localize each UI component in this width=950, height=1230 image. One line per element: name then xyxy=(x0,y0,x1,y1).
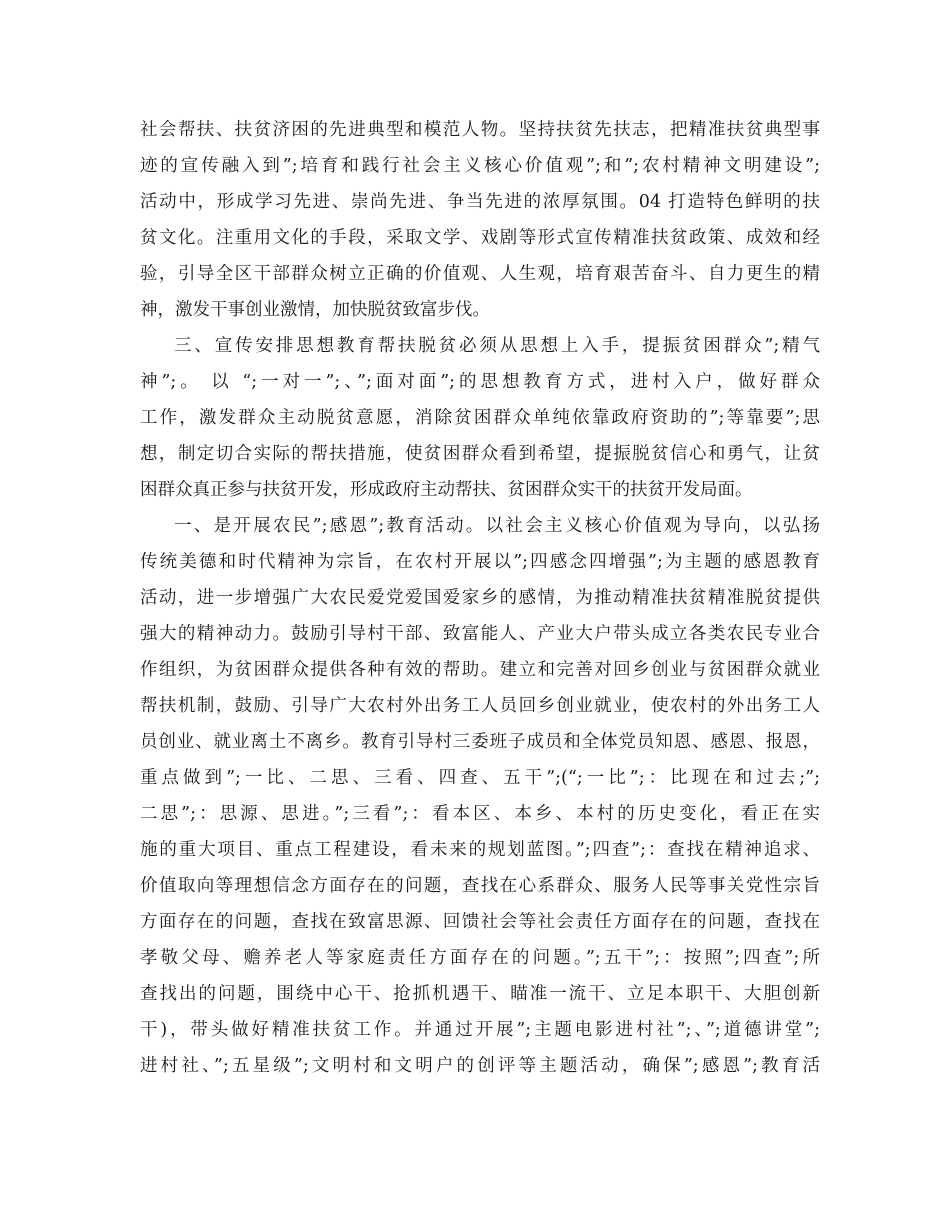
paragraph xyxy=(140,508,820,1084)
text-line: 方面存在的问题，查找在致富思源、回馈社会等社会责任方面存在的问题，查找在 xyxy=(140,912,820,932)
document-body xyxy=(140,112,820,1084)
text-line: 困群众真正参与扶贫开发，形成政府主动帮扶、贫困群众实干的扶贫开发局面。 xyxy=(140,480,753,500)
text-line: 查找出的问题，围绕中心干、抢抓机遇干、瞄准一流干、立足本职干、大胆创新 xyxy=(140,984,820,1004)
text-line: 一、是开展农民”;感恩”;教育活动。以社会主义核心价值观为导向，以弘扬 xyxy=(174,516,820,536)
text-line: 想，制定切合实际的帮扶措施，使贫困群众看到希望，提振脱贫信心和勇气，让贫 xyxy=(140,444,820,464)
text-line: 传统美德和时代精神为宗旨，在农村开展以”;四感念四增强”;为主题的感恩教育 xyxy=(140,552,820,572)
text-line: 活动，进一步增强广大农民爱党爱国爱家乡的感情，为推动精准扶贫精准脱贫提供 xyxy=(140,588,820,608)
text-line: 作组织，为贫困群众提供各种有效的帮助。建立和完善对回乡创业与贫困群众就业 xyxy=(140,660,820,680)
text-line: 二思”;：思源、思进。”;三看”;：看本区、本乡、本村的历史变化，看正在实 xyxy=(140,804,820,824)
text-line: 活动中，形成学习先进、崇尚先进、争当先进的浓厚氛围。04 打造特色鲜明的扶 xyxy=(140,192,820,212)
text-line: 三、宣传安排思想教育帮扶脱贫必须从思想上入手，提振贫困群众”;精气 xyxy=(174,336,820,356)
text-line: 施的重大项目、重点工程建设，看未来的规划蓝图。”;四查”;：查找在精神追求、 xyxy=(140,840,820,860)
text-line: 孝敬父母、赡养老人等家庭责任方面存在的问题。”;五干”;：按照”;四查”;所 xyxy=(140,948,820,968)
text-line: 重点做到”;一比、二思、三看、四查、五干”;(“;一比”;：比现在和过去;”; xyxy=(140,768,820,788)
text-line: 验，引导全区干部群众树立正确的价值观、人生观，培育艰苦奋斗、自力更生的精 xyxy=(140,264,820,284)
text-line: 迹的宣传融入到”;培育和践行社会主义核心价值观”;和”;农村精神文明建设”; xyxy=(140,156,820,176)
text-line: 神，激发干事创业激情，加快脱贫致富步伐。 xyxy=(140,300,490,320)
text-line: 帮扶机制，鼓励、引导广大农村外出务工人员回乡创业就业，使农村的外出务工人 xyxy=(140,696,820,716)
text-line: 进村社、”;五星级”;文明村和文明户的创评等主题活动，确保”;感恩”;教育活 xyxy=(140,1056,820,1076)
text-line: 员创业、就业离土不离乡。教育引导村三委班子成员和全体党员知恩、感恩、报恩， xyxy=(140,732,820,752)
text-line: 价值取向等理想信念方面存在的问题，查找在心系群众、服务人民等事关党性宗旨 xyxy=(140,876,820,896)
paragraph xyxy=(140,328,820,508)
text-line: 神”;。 以 “;一对一”;、”;面对面”;的思想教育方式，进村入户，做好群众 xyxy=(140,372,820,392)
paragraph xyxy=(140,112,820,328)
text-line: 社会帮扶、扶贫济困的先进典型和模范人物。坚持扶贫先扶志，把精准扶贫典型事 xyxy=(140,120,820,140)
text-line: 强大的精神动力。鼓励引导村干部、致富能人、产业大户带头成立各类农民专业合 xyxy=(140,624,820,644)
text-line: 工作，激发群众主动脱贫意愿，消除贫困群众单纯依靠政府资助的”;等靠要”;思 xyxy=(140,408,820,428)
text-line: 贫文化。注重用文化的手段，采取文学、戏剧等形式宣传精准扶贫政策、成效和经 xyxy=(140,228,820,248)
text-line: 干)，带头做好精准扶贫工作。并通过开展”;主题电影进村社”;、”;道德讲堂”; xyxy=(140,1020,820,1040)
